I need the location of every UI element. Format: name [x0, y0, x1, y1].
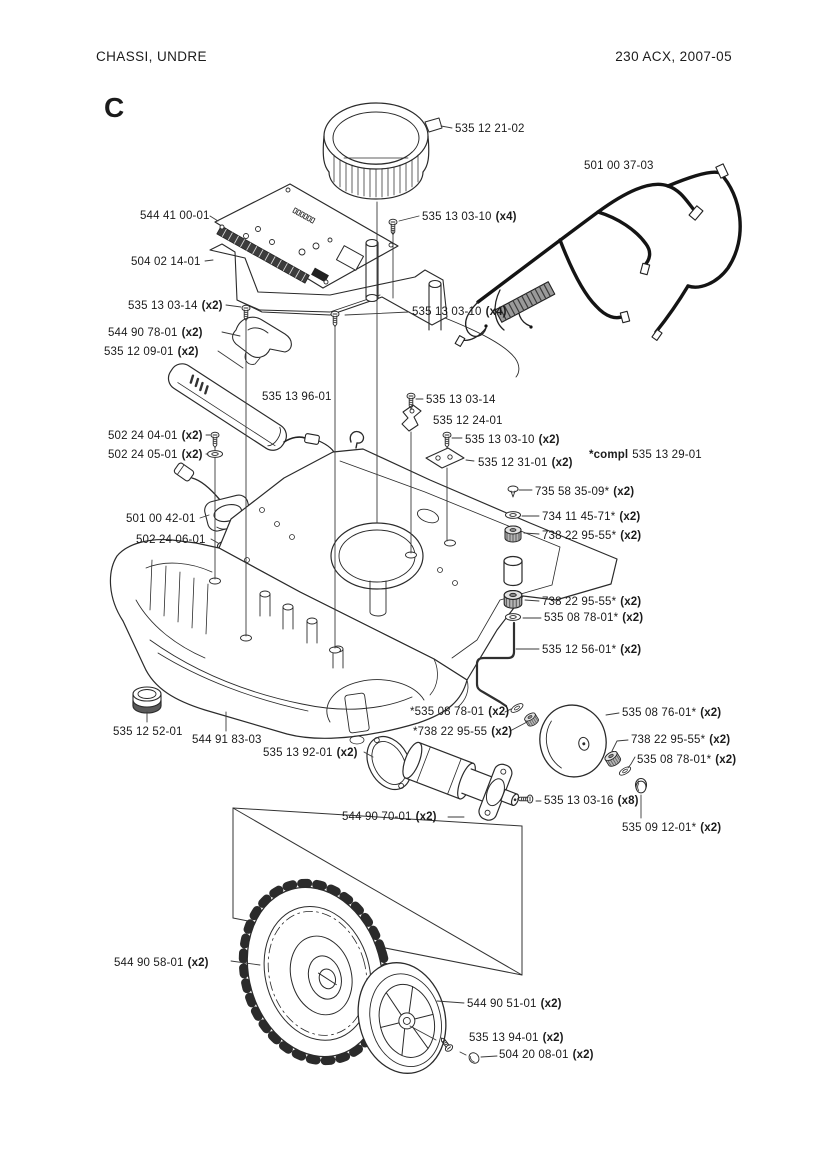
part-label: 544 90 51-01 (x2) [467, 998, 562, 1010]
part-label: 535 12 09-01 (x2) [104, 346, 199, 358]
part-label: 502 24 04-01 (x2) [108, 430, 203, 442]
part-label: 535 12 31-01 (x2) [478, 457, 573, 469]
part-label: *738 22 95-55 (x2) [413, 726, 513, 738]
part-label: 535 13 03-14 (x2) [128, 300, 223, 312]
top-cover-drawing [323, 103, 442, 199]
wiring-harness-drawing [455, 164, 740, 347]
part-label: 535 12 24-01 [433, 415, 503, 427]
part-label: 735 58 35-09* (x2) [535, 486, 635, 498]
part-label: 501 00 37-03 [584, 160, 654, 172]
part-label: 501 00 42-01 [126, 513, 196, 525]
part-label: 535 09 12-01* (x2) [622, 822, 722, 834]
motor-screw [518, 795, 533, 803]
part-label: *535 08 78-01 (x2) [410, 706, 510, 718]
document-title: CHASSI, UNDRE [96, 49, 207, 64]
part-label: 535 13 03-10 (x2) [465, 434, 560, 446]
part-label: 535 08 78-01* (x2) [637, 754, 737, 766]
part-label: 535 13 96-01 [262, 391, 332, 403]
part-label: 738 22 95-55* (x2) [542, 596, 642, 608]
bumper-bracket-drawing [233, 317, 292, 364]
cable-hook-drawing [350, 432, 363, 448]
part-label: 535 13 03-10 (x4) [412, 306, 507, 318]
part-label: 535 12 56-01* (x2) [542, 644, 642, 656]
part-label: 535 08 78-01* (x2) [544, 612, 644, 624]
part-label: 544 90 70-01 (x2) [342, 811, 437, 823]
part-label: 504 02 14-01 [131, 256, 201, 268]
bolt-cap [636, 781, 646, 793]
part-label: 734 11 45-71* (x2) [542, 511, 641, 523]
section-letter: C [104, 92, 125, 123]
part-label: 738 22 95-55* (x2) [631, 734, 731, 746]
part-label: 544 91 83-03 [192, 734, 262, 746]
part-label: 535 13 94-01 (x2) [469, 1032, 564, 1044]
part-label: 535 13 03-14 [426, 394, 496, 406]
part-label: 502 24 06-01 [136, 534, 206, 546]
model-revision: 230 ACX, 2007-05 [615, 49, 732, 64]
part-label: 544 41 00-01 [140, 210, 210, 222]
part-label: 535 13 03-16 (x8) [544, 795, 639, 807]
part-label: 502 24 05-01 (x2) [108, 449, 203, 461]
part-label: 535 08 76-01* (x2) [622, 707, 722, 719]
part-label: 544 90 78-01 (x2) [108, 327, 203, 339]
mount-plate-drawing [426, 448, 464, 468]
rubber-damper-drawing [133, 687, 161, 713]
part-label: 544 90 58-01 (x2) [114, 957, 209, 969]
part-label: 535 12 21-02 [455, 123, 525, 135]
part-label: 535 12 52-01 [113, 726, 183, 738]
part-label: 535 13 92-01 (x2) [263, 747, 358, 759]
bumper-cable [284, 437, 305, 442]
part-label: 535 13 03-10 (x4) [422, 211, 517, 223]
part-label: *compl 535 13 29-01 [589, 449, 702, 461]
part-label: 738 22 95-55* (x2) [542, 530, 642, 542]
l-bracket-drawing [402, 405, 421, 431]
part-label: 504 20 08-01 (x2) [499, 1049, 594, 1061]
